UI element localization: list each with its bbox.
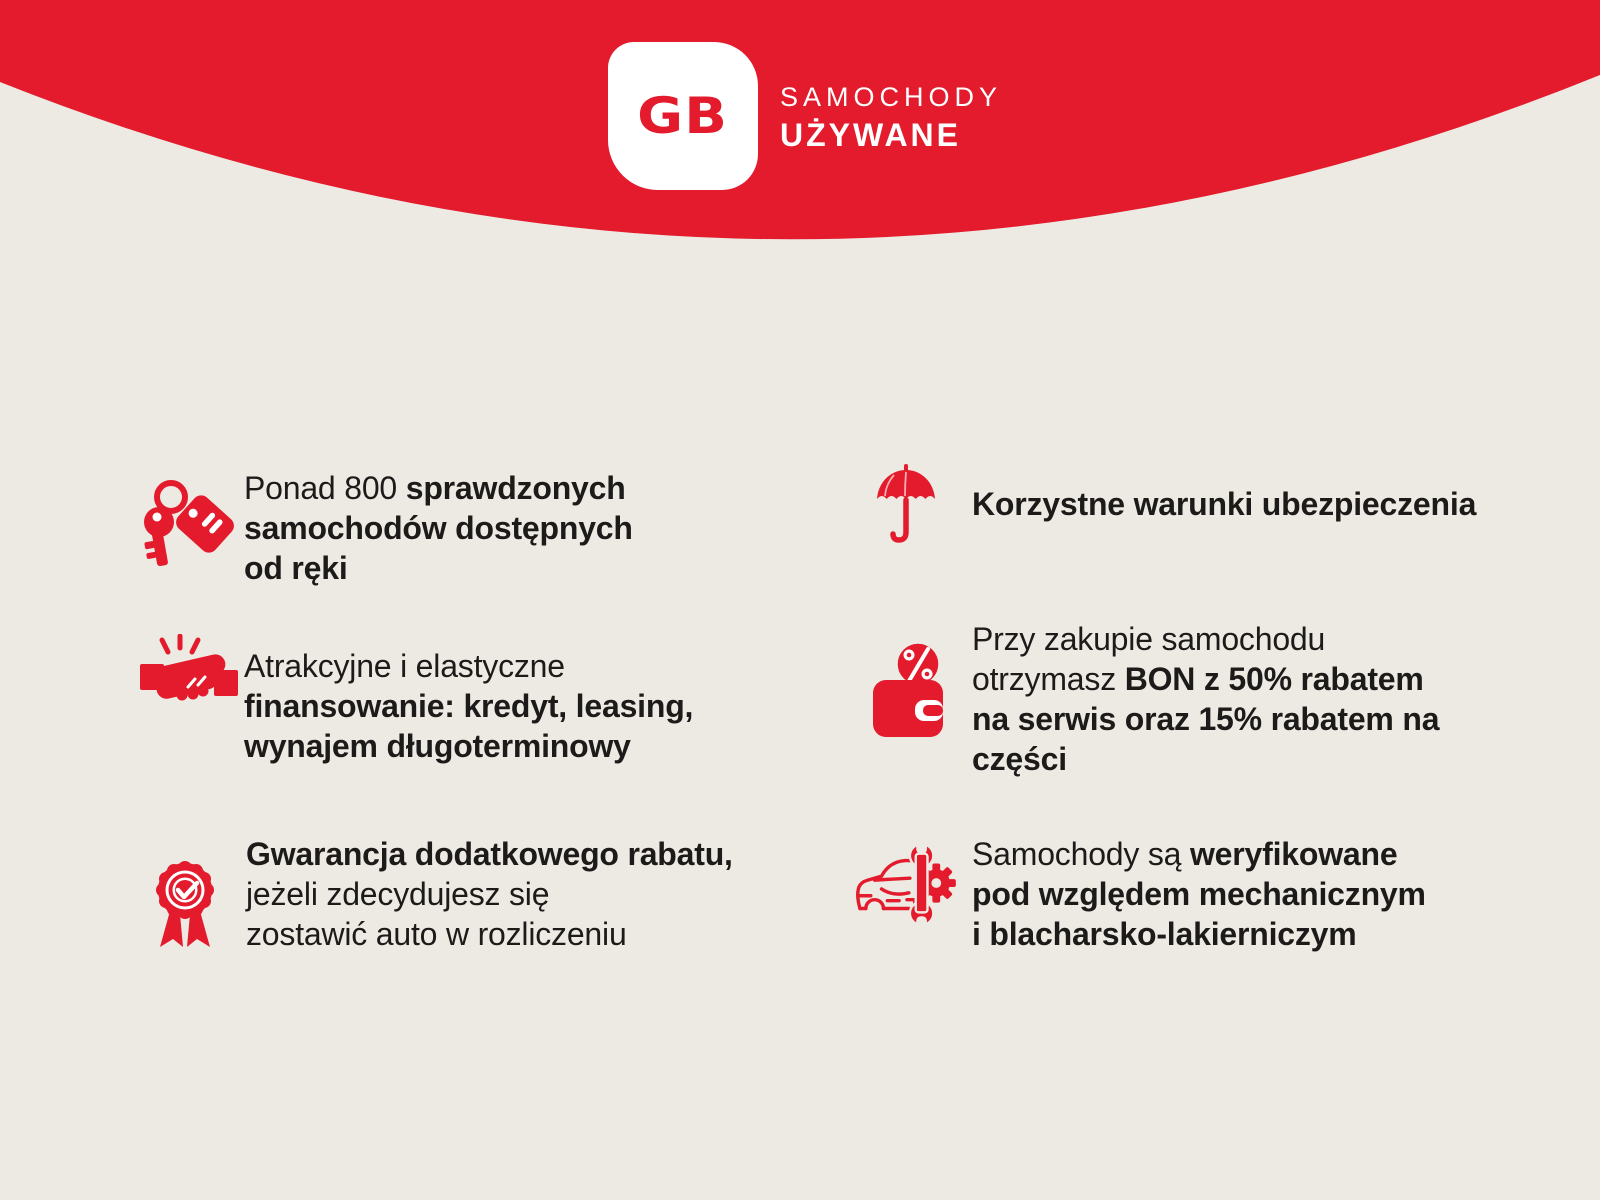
feature-text-line: Samochody są weryfikowane — [972, 836, 1398, 872]
feature-text-line: otrzymasz BON z 50% rabatem — [972, 661, 1424, 697]
feature-text — [244, 468, 633, 588]
feature-text-line: i blacharsko-lakierniczym — [972, 916, 1357, 952]
car-service-icon — [852, 840, 956, 930]
feature-text-line: Przy zakupie samochodu — [972, 621, 1326, 657]
feature-text-line: Ponad 800 sprawdzonych — [244, 470, 626, 506]
feature-text-line: Korzystne warunki ubezpieczenia — [972, 486, 1477, 522]
umbrella-icon — [872, 464, 940, 544]
feature-text-line: samochodów dostępnych — [244, 510, 633, 546]
brand-lockup — [780, 82, 1002, 154]
feature-text — [244, 646, 693, 766]
feature-text — [246, 834, 733, 954]
wallet-percent-icon — [872, 640, 946, 740]
feature-text-line: finansowanie: kredyt, leasing, — [244, 688, 694, 724]
feature-text — [972, 619, 1439, 779]
feature-text-line: pod względem mechanicznym — [972, 876, 1426, 912]
feature-text-line: części — [972, 741, 1067, 777]
feature-text — [972, 484, 1476, 524]
feature-text-line: wynajem długoterminowy — [244, 728, 631, 764]
handshake-icon — [140, 634, 238, 720]
feature-text-line: Atrakcyjne i elastyczne — [244, 648, 565, 684]
feature-text-line: na serwis oraz 15% rabatem na — [972, 701, 1440, 737]
award-badge-icon — [146, 856, 224, 964]
logo-text: GB — [637, 87, 729, 145]
brand-line-uzywane: UŻYWANE — [780, 117, 961, 153]
feature-text-line: jeżeli zdecydujesz się — [246, 876, 550, 912]
feature-text-line: zostawić auto w rozliczeniu — [246, 916, 627, 952]
brand-line-samochody: SAMOCHODY — [780, 82, 1003, 112]
car-keys-tag-icon — [142, 476, 238, 568]
feature-text — [972, 834, 1426, 954]
feature-text-line: od ręki — [244, 550, 348, 586]
feature-text-line: Gwarancja dodatkowego rabatu, — [246, 836, 733, 872]
logo-box — [608, 42, 758, 190]
